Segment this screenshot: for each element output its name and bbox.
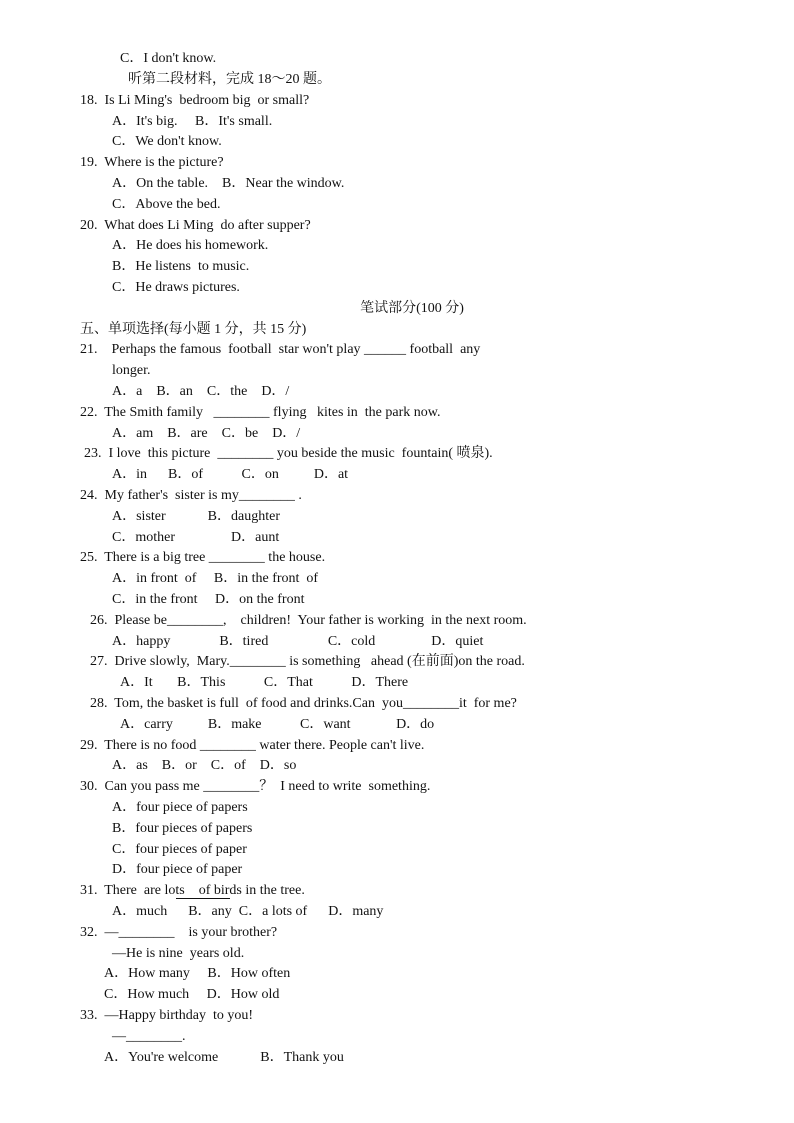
question-18: 18. Is Li Ming's bedroom big or small?: [80, 93, 310, 108]
question-20: 20. What does Li Ming do after supper?: [80, 218, 311, 233]
q26-options: A．happy B．tired C．cold D．quiet: [112, 634, 484, 649]
question-23: 23. I love this picture ________ you beside the music fountain( 喷泉).: [84, 446, 493, 461]
q19-options-ab: A．On the table. B．Near the window.: [112, 176, 345, 191]
question-19: 19. Where is the picture?: [80, 155, 224, 170]
q18-options-ab: A．It's big. B．It's small.: [112, 114, 273, 129]
q24-options-cd: C．mother D．aunt: [112, 530, 280, 545]
section-five-heading: 五、单项选择(每小题 1 分，共 15 分): [80, 322, 307, 337]
q24-options-ab: A．sister B．daughter: [112, 509, 280, 524]
question-22: 22. The Smith family ________ flying kites in the park now.: [80, 405, 441, 420]
q33-response-line: —________.: [112, 1029, 186, 1044]
q27-options: A．It B．This C．That D．There: [120, 675, 409, 690]
q30-option-d: D．four piece of paper: [112, 862, 243, 877]
written-part-heading: 笔试部分(100 分): [360, 301, 464, 316]
question-32: 32. —________ is your brother?: [80, 925, 278, 940]
question-31: 31. There are lots of birds in the tree.: [80, 883, 305, 898]
q31-underline: [176, 898, 230, 899]
q25-options-cd: C．in the front D．on the front: [112, 592, 305, 607]
q22-options: A．am B．are C．be D．/: [112, 426, 301, 441]
q30-option-b: B．four pieces of papers: [112, 821, 253, 836]
section-instruction-part2: 听第二段材料，完成 18～20 题。: [128, 72, 331, 87]
q18-option-c: C．We don't know.: [112, 134, 222, 149]
q20-option-a: A．He does his homework.: [112, 238, 269, 253]
q30-option-c: C．four pieces of paper: [112, 842, 247, 857]
question-33: 33. —Happy birthday to you!: [80, 1008, 254, 1023]
question-24: 24. My father's sister is my________ .: [80, 488, 302, 503]
q32-options-cd: C．How much D．How old: [104, 987, 280, 1002]
q29-options: A．as B．or C．of D．so: [112, 758, 297, 773]
q17-option-c: C．I don't know.: [120, 51, 217, 66]
q31-options: A．much B．any C．a lots of D．many: [112, 904, 384, 919]
q20-option-c: C．He draws pictures.: [112, 280, 240, 295]
question-27: 27. Drive slowly, Mary.________ is something ahead (在前面)on the road.: [90, 654, 525, 669]
question-29: 29. There is no food ________ water there. People can't live.: [80, 738, 425, 753]
q30-option-a: A．four piece of papers: [112, 800, 248, 815]
q25-options-ab: A．in front of B．in the front of: [112, 571, 319, 586]
q21-options: A．a B．an C．the D．/: [112, 384, 290, 399]
question-28: 28. Tom, the basket is full of food and drinks.Can you________it for me?: [90, 696, 517, 711]
q20-option-b: B．He listens to music.: [112, 259, 250, 274]
q23-options: A．in B．of C．on D．at: [112, 467, 349, 482]
q32-options-ab: A．How many B．How often: [104, 966, 291, 981]
question-21-cont: longer.: [112, 363, 151, 378]
question-26: 26. Please be________, children! Your father is working in the next room.: [90, 613, 527, 628]
q32-answer-line: —He is nine years old.: [112, 946, 245, 961]
q19-option-c: C．Above the bed.: [112, 197, 221, 212]
question-25: 25. There is a big tree ________ the house.: [80, 550, 326, 565]
q33-options: A．You're welcome B．Thank you: [104, 1050, 344, 1065]
question-21: 21. Perhaps the famous football star won't play ______ football any: [80, 342, 481, 357]
q28-options: A．carry B．make C．want D．do: [120, 717, 435, 732]
question-30: 30. Can you pass me ________？ I need to write something.: [80, 779, 431, 794]
